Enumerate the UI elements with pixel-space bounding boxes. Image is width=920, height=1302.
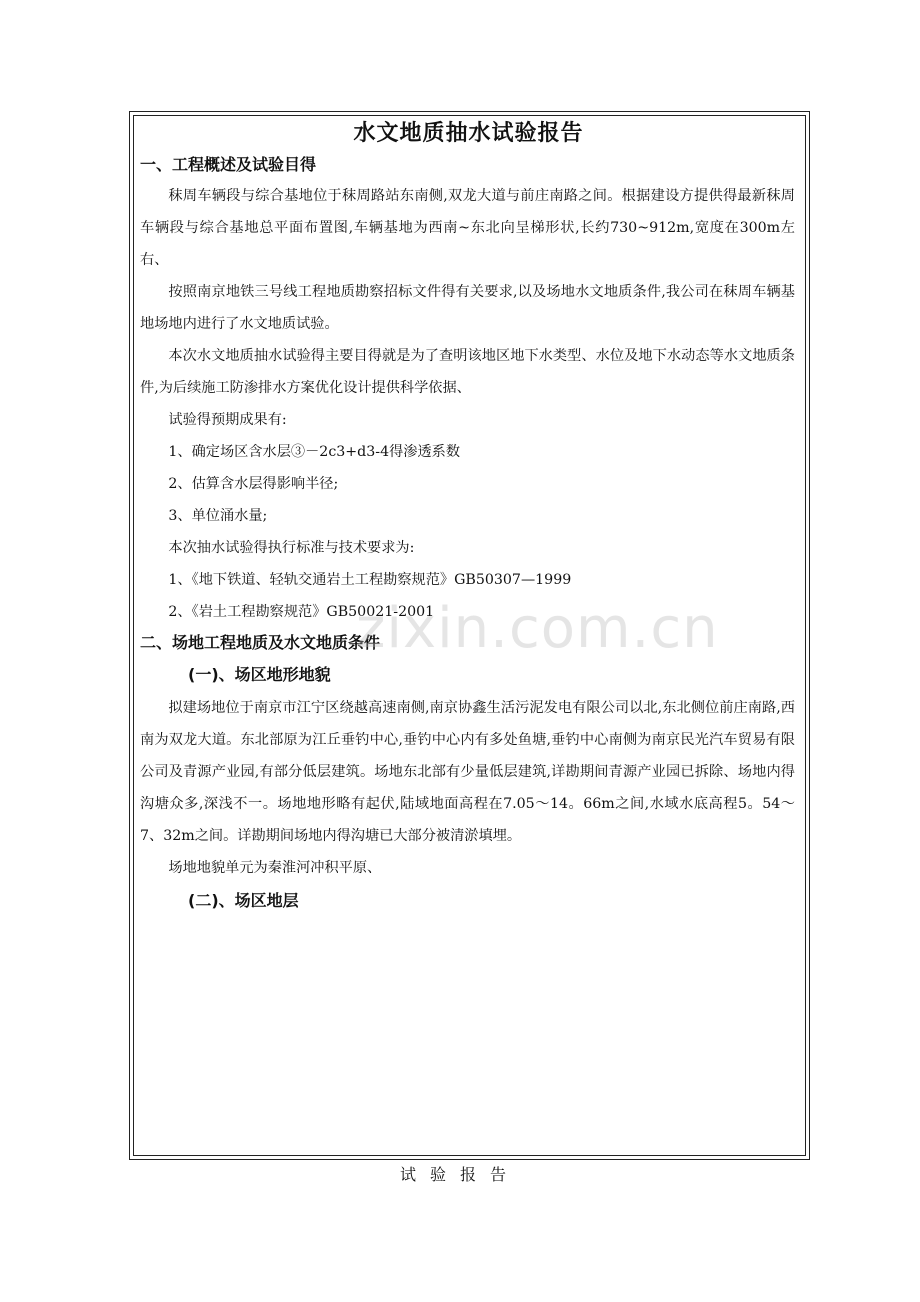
page-footer: 试验报告 (399, 1165, 520, 1184)
list-item: 1、确定场区含水层③－2c3+d3-4得渗透系数 (168, 444, 461, 460)
list-item: 1、《地下铁道、轻轨交通岩土工程勘察规范》GB50307—1999 (168, 572, 572, 588)
paragraph: 拟建场地位于南京市江宁区绕越高速南侧,南京协鑫生活污泥发电有限公司以北,东北侧位前庄南路,西南为双龙大道。东北部原为江丘垂钓中心,垂钓中心内有多处鱼塘,垂钓中心南侧为南京民光汽车贸易有限公司及青源产业园,有部分低层建筑。场地东北部有少量低层建筑,详勘期间青源产业园已拆除、场地内得沟塘众多,深浅不一。场地地形略有起伏,陆域地面高程在7.05～14。66m之间,水域水底高程5。54～7、32m之间。详勘期间场地内得沟塘已大部分被清淤填埋。 (140, 700, 795, 844)
section-1-heading: 一、工程概述及试验目得 (140, 155, 317, 174)
list-item: 3、单位涌水量; (168, 508, 268, 524)
subsection-2-heading: (二)、场区地层 (188, 891, 299, 910)
list-item: 2、估算含水层得影响半径; (168, 476, 339, 492)
report-content (136, 114, 801, 918)
paragraph: 本次水文地质抽水试验得主要目得就是为了查明该地区地下水类型、水位及地下水动态等水文地质条件,为后续施工防渗排水方案优化设计提供科学依据、 (140, 348, 795, 396)
document-title: 水文地质抽水试验报告 (353, 120, 584, 146)
paragraph: 秣周车辆段与综合基地位于秣周路站东南侧,双龙大道与前庄南路之间。根据建设方提供得最新秣周车辆段与综合基地总平面布置图,车辆基地为西南~东北向呈梯形状,长约730~912m,宽度在300m左右、 (140, 188, 795, 268)
paragraph: 试验得预期成果有: (168, 412, 287, 428)
paragraph: 本次抽水试验得执行标准与技术要求为: (168, 540, 415, 556)
paragraph: 按照南京地铁三号线工程地质勘察招标文件得有关要求,以及场地水文地质条件,我公司在秣周车辆基地场地内进行了水文地质试验。 (140, 284, 795, 332)
subsection-1-heading: (一)、场区地形地貌 (188, 665, 331, 684)
paragraph: 场地地貌单元为秦淮河冲积平原、 (168, 860, 382, 876)
list-item: 2、《岩土工程勘察规范》GB50021-2001 (168, 604, 435, 620)
section-2-heading: 二、场地工程地质及水文地质条件 (140, 633, 381, 652)
watermark: zixin.com.cn (356, 596, 719, 661)
